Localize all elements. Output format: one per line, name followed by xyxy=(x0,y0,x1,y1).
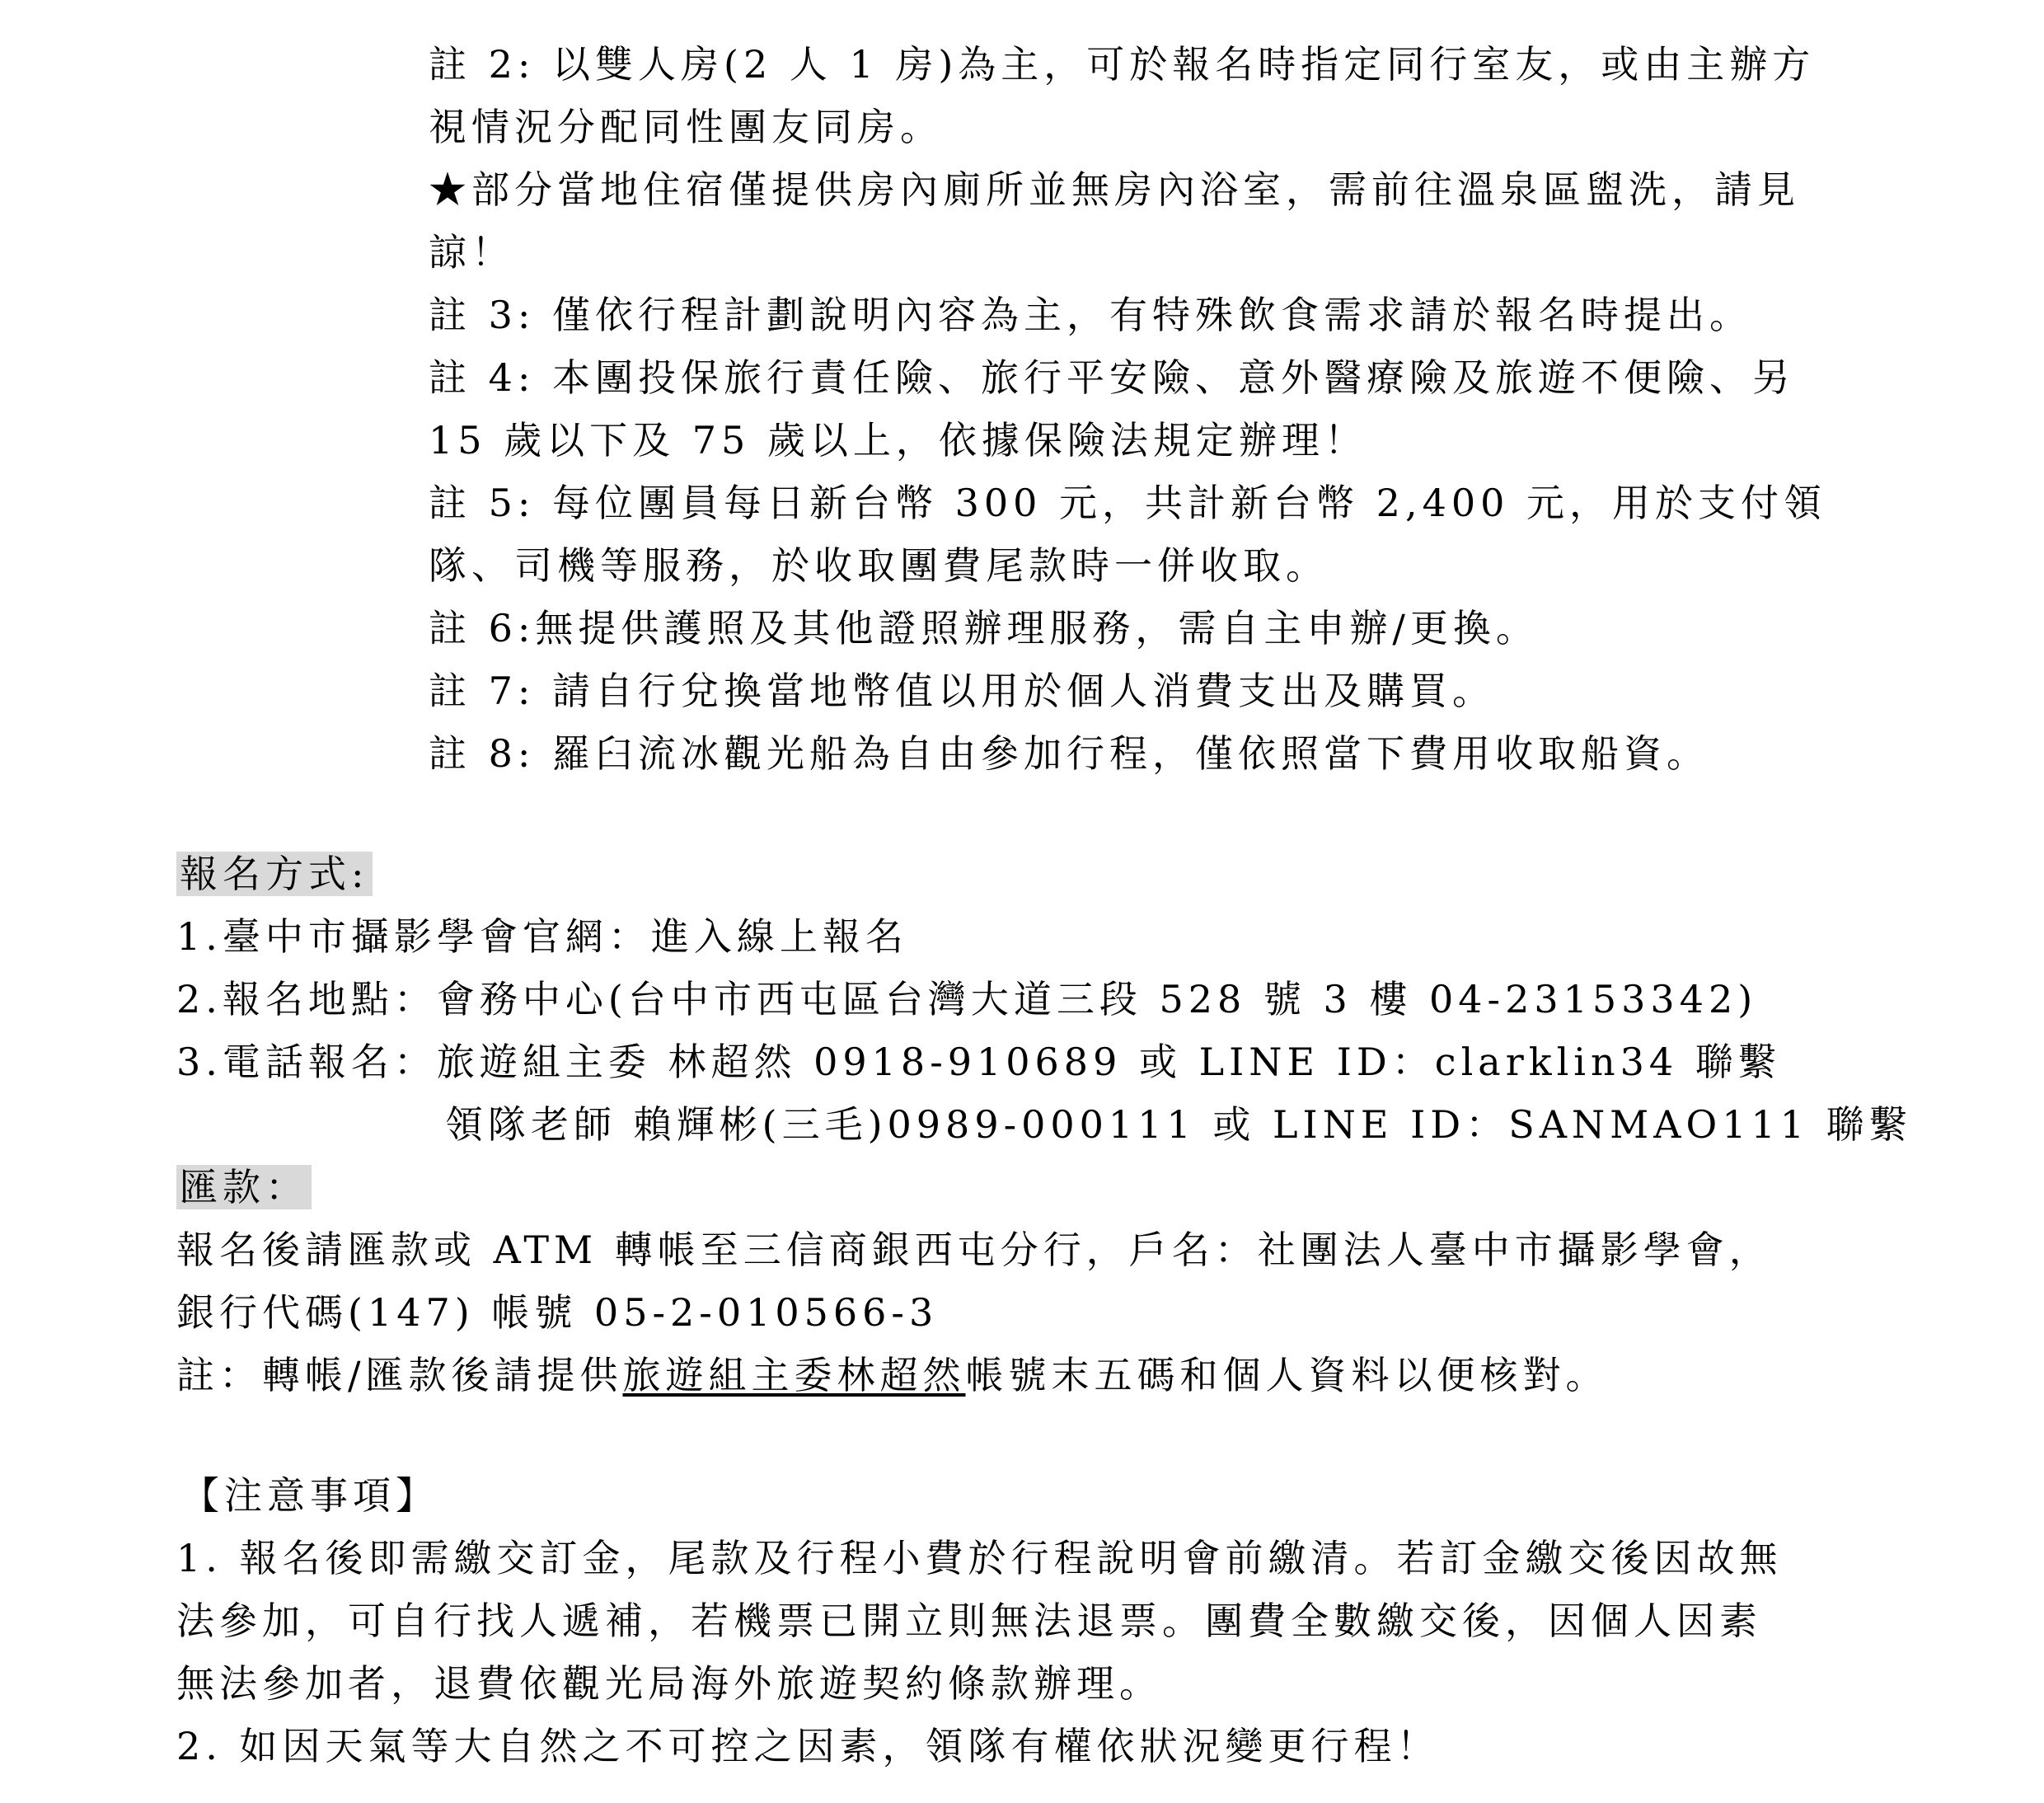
note-line: 隊、司機等服務，於收取團費尾款時一併收取。 xyxy=(429,543,1329,588)
remittance-heading xyxy=(176,1162,312,1212)
registration-heading-text: 報名方式: xyxy=(176,852,373,896)
note-line: 15 歲以下及 75 歲以上，依據保險法規定辦理！ xyxy=(429,418,1367,462)
remittance-line: 銀行代碼(147) 帳號 05-2-010566-3 xyxy=(176,1290,939,1335)
registration-item: 3.電話報名：旅遊組主委 林超然 0918-910689 或 LINE ID：clarklin34 聯繫 xyxy=(176,1040,1781,1084)
precautions-line: 1. 報名後即需繳交訂金，尾款及行程小費於行程說明會前繳清。若訂金繳交後因故無 xyxy=(176,1536,1783,1580)
precautions-line: 法參加，可自行找人遞補，若機票已開立則無法退票。團費全數繳交後，因個人因素 xyxy=(176,1599,1762,1643)
remittance-note-suffix: 帳號末五碼和個人資料以便核對。 xyxy=(965,1353,1609,1397)
note-line: 註 4: 本團投保旅行責任險、旅行平安險、意外醫療險及旅遊不便險、另 xyxy=(429,355,1796,400)
note-line: 註 3: 僅依行程計劃說明內容為主，有特殊飲食需求請於報名時提出。 xyxy=(429,293,1753,337)
registration-item: 1.臺中市攝影學會官網：進入線上報名 xyxy=(176,914,908,959)
note-line: 註 5: 每位團員每日新台幣 300 元，共計新台幣 2,400 元，用於支付領 xyxy=(429,481,1826,525)
remittance-note-contact: 旅遊組主委林超然 xyxy=(622,1353,966,1397)
note-line: ★部分當地住宿僅提供房內廁所並無房內浴室，需前往溫泉區盥洗，請見 xyxy=(429,167,1800,212)
registration-item: 2.報名地點：會務中心(台中市西屯區台灣大道三段 528 號 3 樓 04-23153342) xyxy=(176,977,1758,1021)
remittance-line: 報名後請匯款或 ATM 轉帳至三信商銀西屯分行，戶名：社團法人臺中市攝影學會， xyxy=(176,1228,1772,1272)
remittance-note xyxy=(176,1350,1609,1400)
note-line: 註 7: 請自行兌換當地幣值以用於個人消費支出及購買。 xyxy=(429,669,1496,713)
registration-item-continuation: 領隊老師 賴輝彬(三毛)0989-000111 或 LINE ID：SANMAO111 聯繫 xyxy=(445,1102,1912,1147)
remittance-heading-text: 匯款： xyxy=(176,1165,312,1209)
note-line: 註 2: 以雙人房(2 人 1 房)為主，可於報名時指定同行室友，或由主辦方 xyxy=(429,42,1816,87)
note-line: 註 8: 羅臼流冰觀光船為自由參加行程，僅依照當下費用收取船資。 xyxy=(429,731,1710,776)
precautions-heading: 【注意事項】 xyxy=(181,1473,438,1518)
registration-heading xyxy=(176,849,373,899)
note-line: 諒！ xyxy=(429,230,514,275)
remittance-note-prefix: 註：轉帳/匯款後請提供 xyxy=(176,1353,623,1397)
note-line: 視情況分配同性團友同房。 xyxy=(429,105,943,149)
note-line: 註 6:無提供護照及其他證照辦理服務，需自主申辦/更換。 xyxy=(429,606,1539,650)
precautions-line: 2. 如因天氣等大自然之不可控之因素，領隊有權依狀況變更行程！ xyxy=(176,1724,1440,1768)
precautions-line: 無法參加者，退費依觀光局海外旅遊契約條款辦理。 xyxy=(176,1661,1162,1706)
